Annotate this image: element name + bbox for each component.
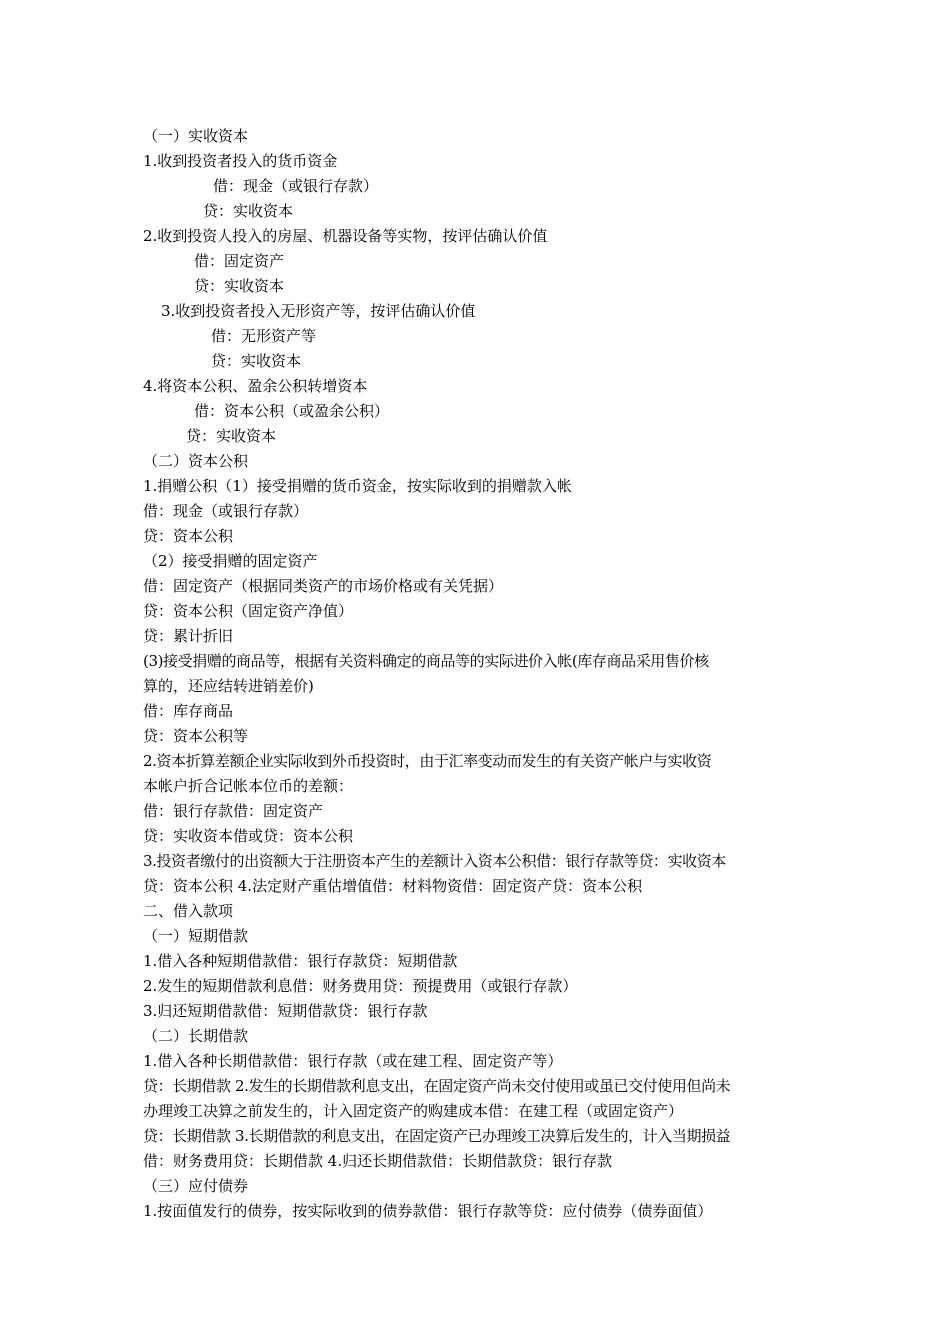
document-body	[143, 124, 813, 1224]
entry-item-continued: 算的，还应结转进销差价)	[143, 677, 314, 695]
entry-item: 3.收到投资者投入无形资产等，按评估确认价值	[161, 302, 476, 320]
debit-line: 借：无形资产等	[211, 327, 317, 345]
debit-line: 借：库存商品	[143, 702, 234, 720]
entry-item: 1.按面值发行的债券，按实际收到的债券款借：银行存款等贷：应付债券（债券面值）	[143, 1202, 713, 1220]
entry-item: 贷：长期借款 3.长期借款的利息支出，在固定资产已办理竣工决算后发生的，计入当期损益	[143, 1127, 731, 1145]
entry-item: 3.投资者缴付的出资额大于注册资本产生的差额计入资本公积借：银行存款等贷：实收资本	[143, 852, 726, 870]
entry-item-continued: 本帐户折合记帐本位币的差额：	[143, 777, 354, 795]
entry-item-continued: 办理竣工决算之前发生的，计入固定资产的购建成本借：在建工程（或固定资产）	[143, 1102, 684, 1120]
credit-line: 贷：实收资本	[194, 277, 285, 295]
entry-item: 2.收到投资人投入的房屋、机器设备等实物，按评估确认价值	[143, 227, 548, 245]
entry-item: 1.借入各种长期借款借：银行存款（或在建工程、固定资产等）	[143, 1052, 563, 1070]
credit-line: 贷：实收资本借或贷：资本公积	[143, 827, 354, 845]
entry-item: 2.资本折算差额企业实际收到外币投资时，由于汇率变动而发生的有关资产帐户与实收资	[143, 752, 712, 770]
section-heading: （二）长期借款	[143, 1027, 249, 1045]
entry-item: 4.将资本公积、盈余公积转增资本	[143, 377, 368, 395]
entry-item-continued: 借：财务费用贷：长期借款 4.归还长期借款借：长期借款贷：银行存款	[143, 1152, 613, 1170]
debit-line: 借：资本公积（或盈余公积）	[194, 402, 390, 420]
chapter-heading: 二、借入款项	[143, 902, 234, 920]
debit-line: 借：现金（或银行存款）	[143, 502, 309, 520]
entry-item-continued: 贷：资本公积 4.法定财产重估增值借：材料物资借：固定资产贷：资本公积	[143, 877, 643, 895]
entry-item: 2.发生的短期借款利息借：财务费用贷：预提费用（或银行存款）	[143, 977, 578, 995]
section-heading: （一）短期借款	[143, 927, 249, 945]
credit-line: 贷：实收资本	[211, 352, 302, 370]
debit-line: 借：银行存款借：固定资产	[143, 802, 324, 820]
entry-item: 1.收到投资者投入的货币资金	[143, 152, 338, 170]
debit-line: 借：固定资产（根据同类资产的市场价格或有关凭据）	[143, 577, 504, 595]
credit-line: 贷：资本公积（固定资产净值）	[143, 602, 354, 620]
section-heading: （三）应付债券	[143, 1177, 249, 1195]
entry-item: 1.捐赠公积（1）接受捐赠的货币资金，按实际收到的捐赠款入帐	[143, 477, 572, 495]
credit-line: 贷：资本公积	[143, 527, 234, 545]
debit-line: 借：固定资产	[194, 252, 285, 270]
entry-item: 3.归还短期借款借：短期借款贷：银行存款	[143, 1002, 428, 1020]
entry-item: （2）接受捐赠的固定资产	[143, 552, 318, 570]
entry-item: 1.借入各种短期借款借：银行存款贷：短期借款	[143, 952, 458, 970]
section-heading: （二）资本公积	[143, 452, 249, 470]
credit-line: 贷：实收资本	[186, 427, 277, 445]
entry-item: (3)接受捐赠的商品等，根据有关资料确定的商品等的实际进价入帐(库存商品采用售价核	[143, 652, 709, 670]
debit-line: 借：现金（或银行存款）	[213, 177, 379, 195]
credit-line: 贷：实收资本	[203, 202, 294, 220]
credit-line: 贷：资本公积等	[143, 727, 249, 745]
credit-line: 贷：累计折旧	[143, 627, 234, 645]
section-heading: （一）实收资本	[143, 127, 249, 145]
entry-item: 贷：长期借款 2.发生的长期借款利息支出，在固定资产尚未交付使用或虽已交付使用但尚未	[143, 1077, 731, 1095]
